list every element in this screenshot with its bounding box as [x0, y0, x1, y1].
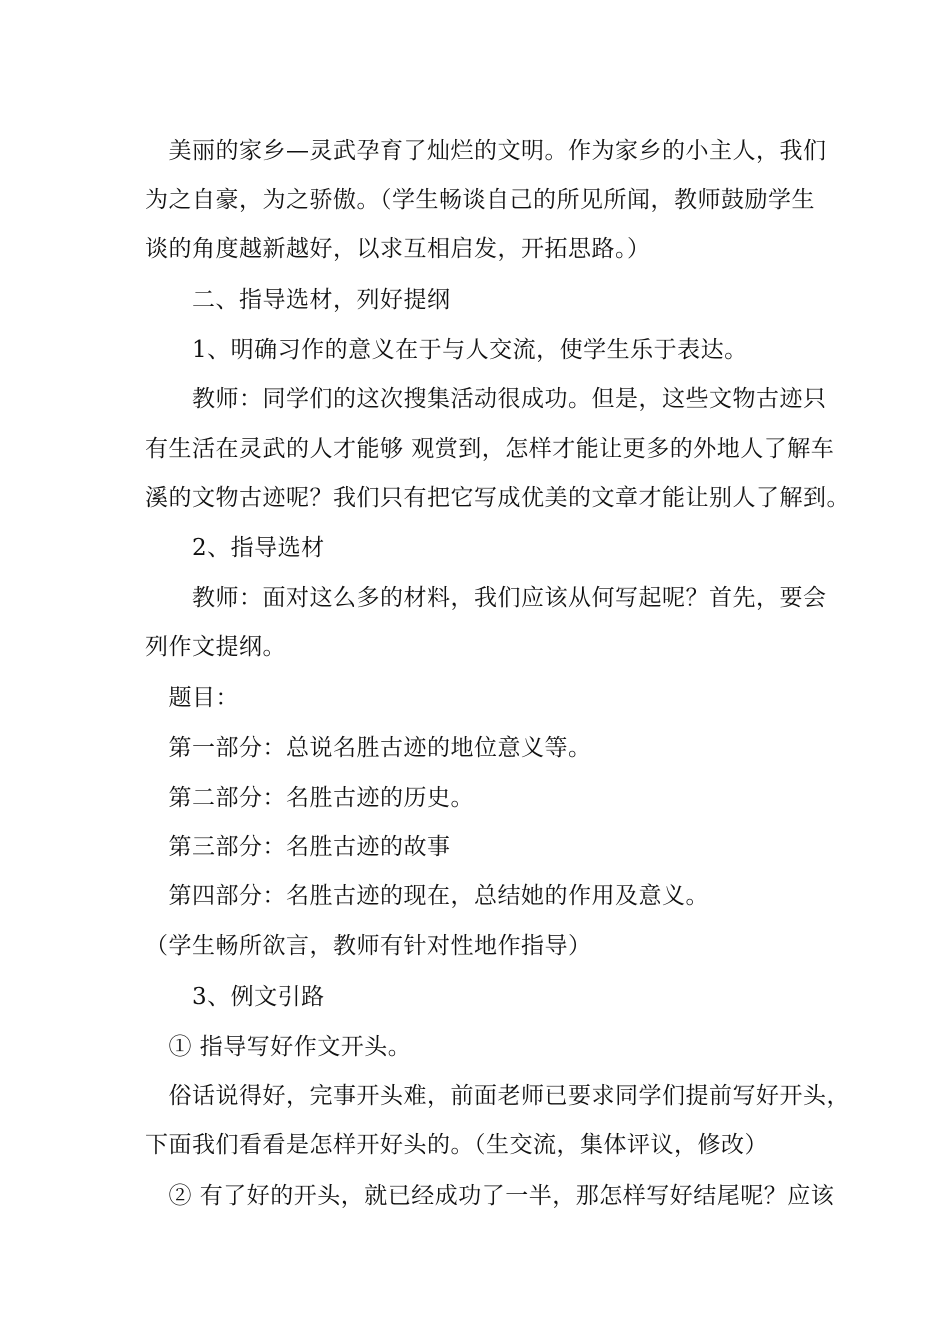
paragraph-line: 下面我们看看是怎样开好头的。（生交流，集体评议，修改）	[145, 1132, 768, 1158]
paragraph-line: 谈的角度越新越好，以求互相启发，开拓思路。）	[145, 236, 651, 262]
paragraph-line: 教师：同学们的这次搜集活动很成功。但是，这些文物古迹只	[145, 386, 827, 412]
paragraph-line: 美丽的家乡—灵武孕育了灿烂的文明。作为家乡的小主人，我们	[145, 138, 827, 164]
paragraph-line: 有生活在灵武的人才能够 观赏到，怎样才能让更多的外地人了解车	[145, 436, 835, 462]
outline-item: 第二部分：名胜古迹的历史。	[145, 785, 474, 811]
paragraph-line: 俗话说得好，完事开头难，前面老师已要求同学们提前写好开头，	[145, 1083, 850, 1109]
outline-item: 第一部分：总说名胜古迹的地位意义等。	[145, 735, 592, 761]
outline-title-line: 题目：	[145, 685, 239, 711]
subsection-heading: 2、指导选材	[145, 535, 325, 561]
paragraph-line: 溪的文物古迹呢？我们只有把它写成优美的文章才能让别人了解到。	[145, 485, 850, 511]
outline-item: 第三部分：名胜古迹的故事	[145, 834, 451, 860]
paragraph-line: 教师：面对这么多的材料，我们应该从何写起呢？首先，要会	[145, 585, 827, 611]
paragraph-line: 1、明确习作的意义在于与人交流，使学生乐于表达。	[145, 337, 748, 363]
subsection-heading: 3、例文引路	[145, 984, 325, 1010]
numbered-item: ② 有了好的开头，就已经成功了一半，那怎样写好结尾呢？应该	[145, 1183, 835, 1209]
outline-item: 第四部分：名胜古迹的现在，总结她的作用及意义。	[145, 883, 709, 909]
numbered-item: ① 指导写好作文开头。	[145, 1034, 412, 1060]
section-heading: 二、指导选材，列好提纲	[145, 287, 451, 313]
paragraph-line: 为之自豪，为之骄傲。（学生畅谈自己的所见所闻，教师鼓励学生	[145, 187, 815, 213]
paragraph-line: 列作文提纲。	[145, 634, 286, 660]
paragraph-line: （学生畅所欲言，教师有针对性地作指导）	[145, 933, 592, 959]
